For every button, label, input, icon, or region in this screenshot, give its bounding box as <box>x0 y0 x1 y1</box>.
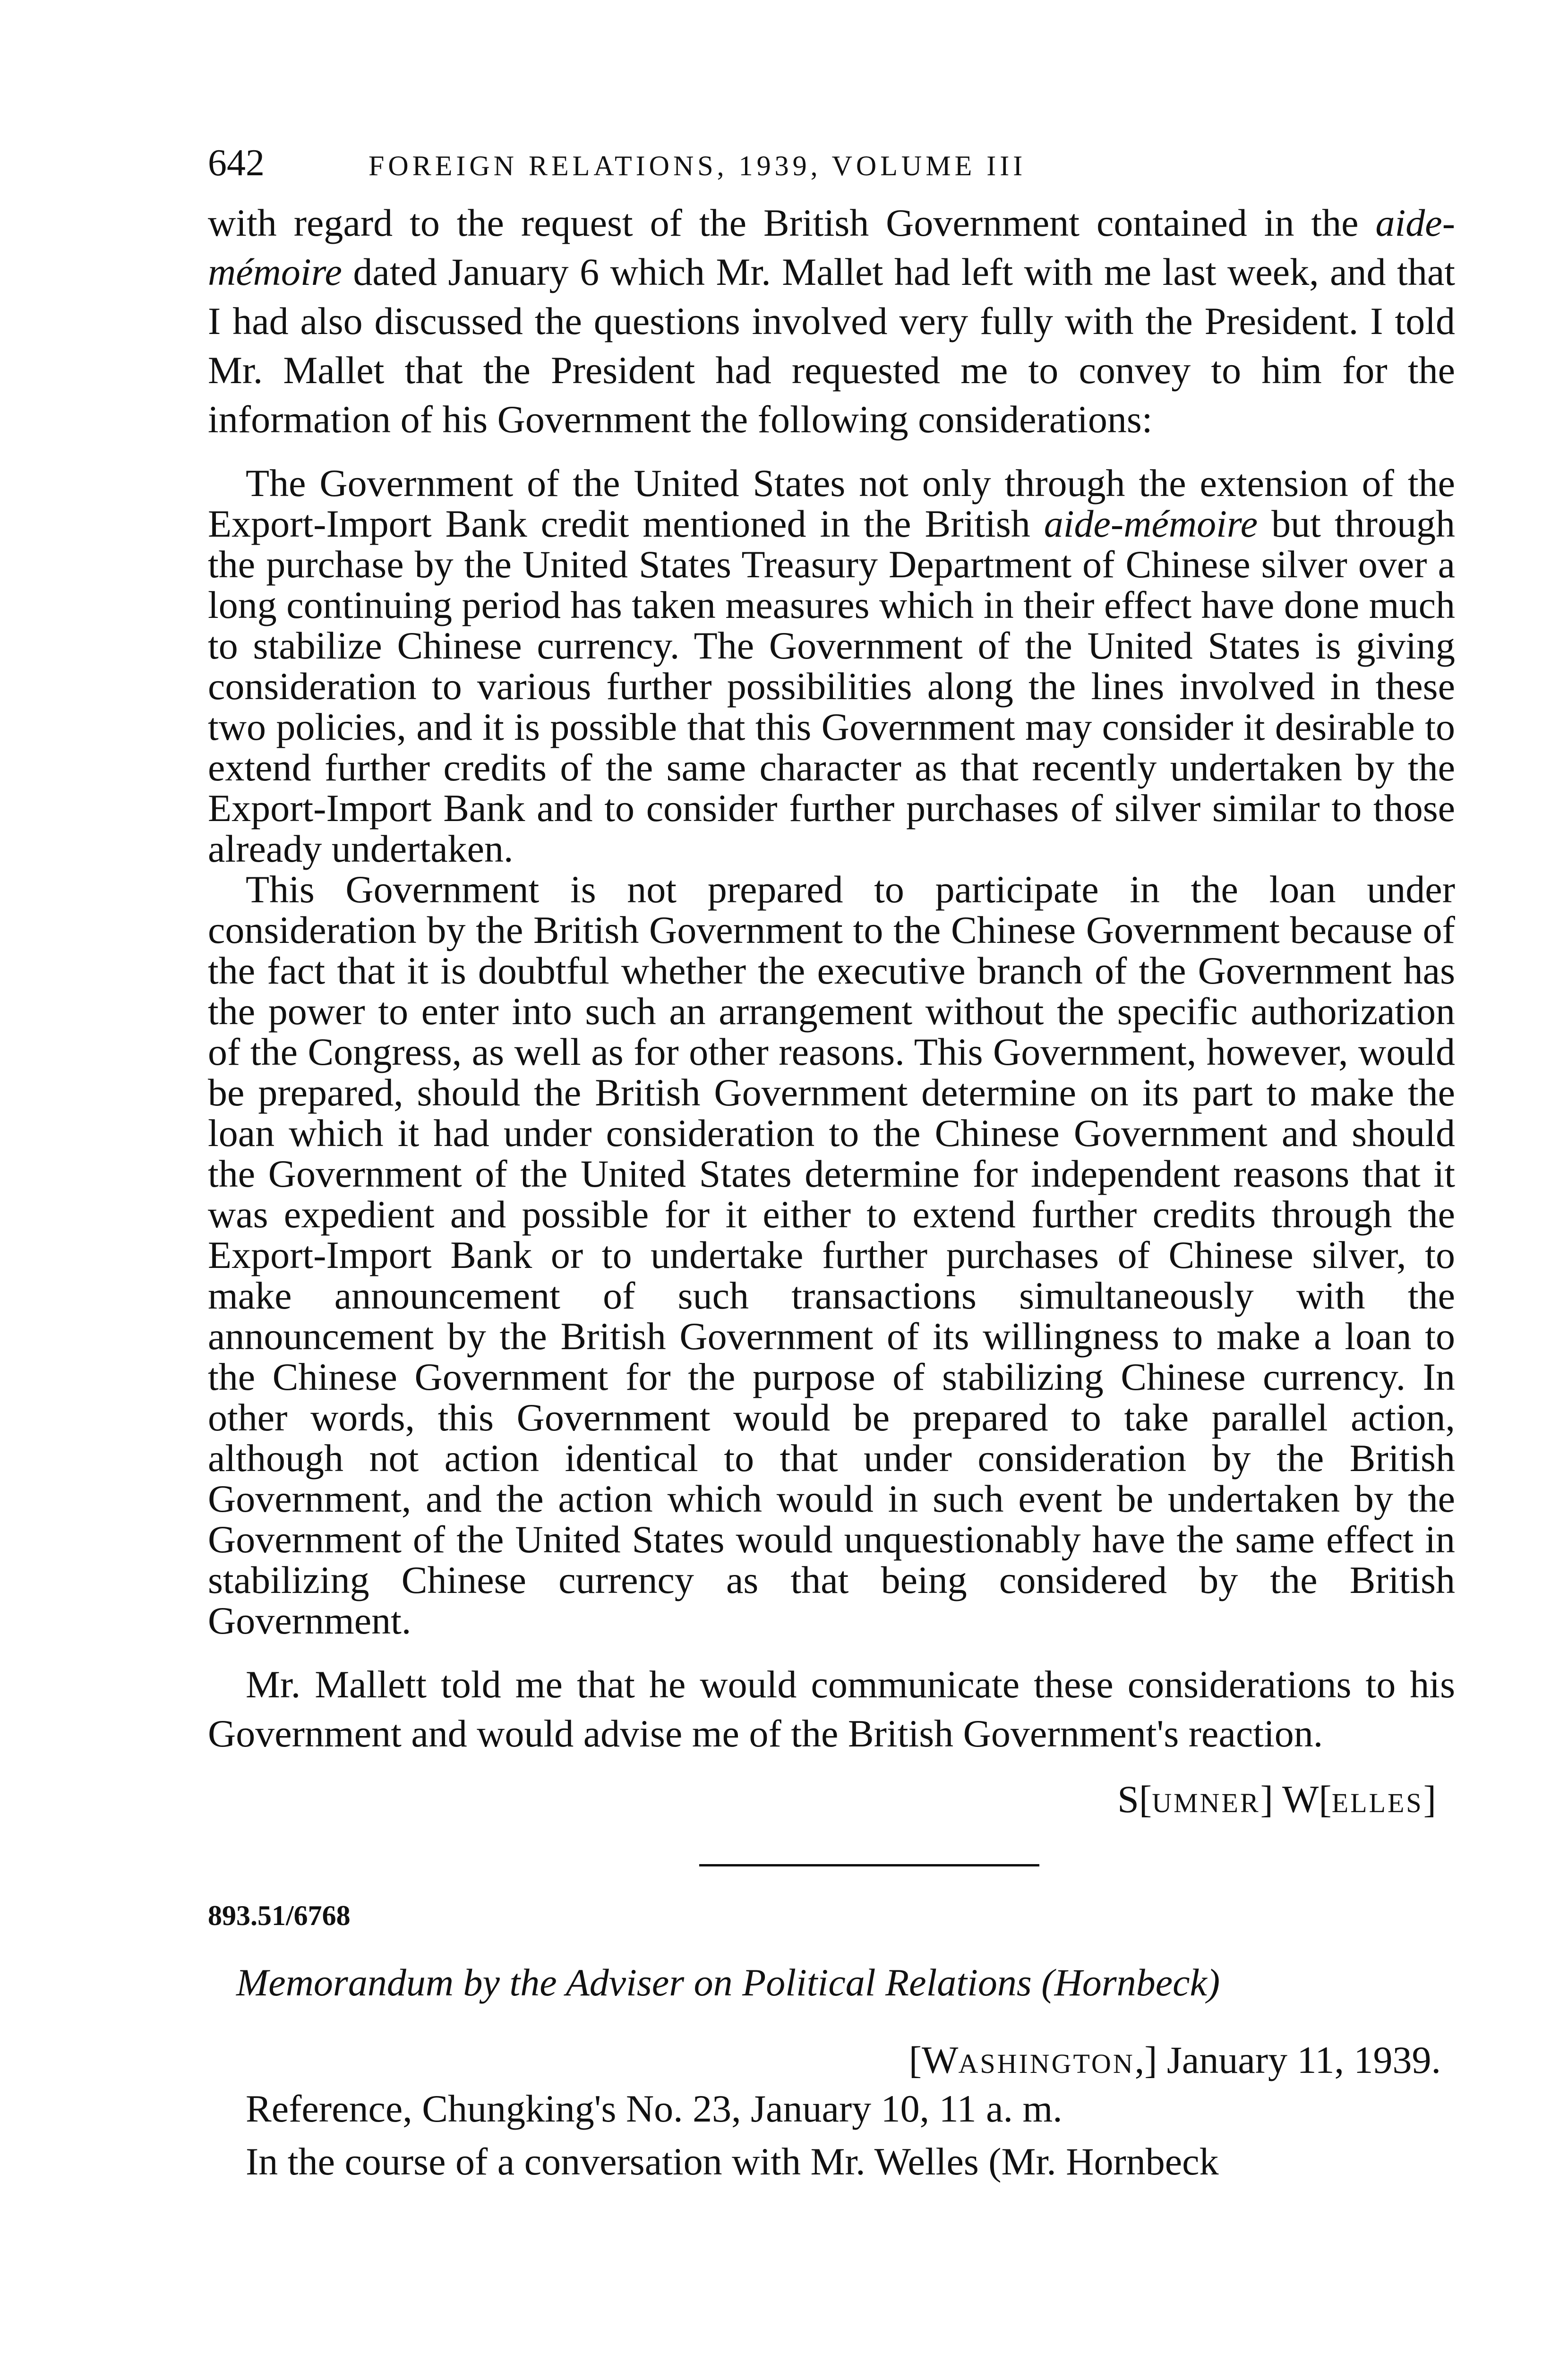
page-number: 642 <box>208 142 265 184</box>
signature-end: ] <box>1423 1778 1436 1821</box>
last-line: In the course of a conversation with Mr. Welles (Mr. Hornbeck <box>246 2140 1219 2183</box>
signature-w-rest: ELLES <box>1331 1788 1423 1818</box>
quote-p1-text-b: but through the purchase by the United States Treasury Department of Chinese silver over a long continuing period has taken measures which in their effect have done much to stabilize Chinese currency. The Government of the United States is giving consideration to various further possibilities along the lines involved in these two policies, and it is possible that this Government may consider it desirable to extend further credits of the same character as that recently undertaken by the Export-Import Bank and to consider further purchases of silver similar to those already undertaken. <box>208 502 1455 870</box>
intro-paragraph <box>208 198 1455 444</box>
running-head: FOREIGN RELATIONS, 1939, VOLUME III <box>368 150 1027 181</box>
memo-title: Memorandum by the Adviser on Political Relations (Hornbeck) <box>236 1961 1220 2004</box>
document-page <box>208 142 1455 2188</box>
signature <box>208 1777 1455 1822</box>
file-number: 893.51/6768 <box>208 1900 351 1931</box>
dateline-place: ASHINGTON <box>958 2048 1135 2079</box>
dateline <box>208 2038 1455 2082</box>
intro-text-a: with regard to the request of the British Government contained in the <box>208 201 1376 244</box>
quote-paragraph-1 <box>208 463 1455 869</box>
quoted-considerations <box>208 463 1455 1641</box>
intro-text-b: dated January 6 which Mr. Mallet had left with me last week, and that I had also discussed the questions involved very fully with the President. I told Mr. Mallet that the President had requested me to convey to him for the information of his Government the following considerations: <box>208 250 1455 441</box>
signature-mid: ] W[ <box>1260 1778 1332 1821</box>
page-header <box>208 142 1455 198</box>
quote-p1-italic: aide-mémoire <box>1044 502 1258 545</box>
section-divider <box>699 1864 1039 1866</box>
quote-paragraph-2: This Government is not prepared to participate in the loan under consideration by the British Government to the Chinese Government because of the fact that it is doubtful whether the executive branch of the Government has the power to enter into such an arrangement without the specific authorization of the Congress, as well as for other reasons. This Government, however, would be prepared, should the British Government determine on its part to make the loan which it had under consideration to the Chinese Government and should the Government of the United States determine for independent reasons that it was expedient and possible for it either to extend further credits through the Export-Import Bank or to undertake further purchases of Chinese silver, to make announcement of such transactions simultaneously with the announcement by the British Government of its willingness to make a loan to the Chinese Government for the purpose of stabilizing Chinese currency. In other words, this Government would be prepared to take parallel action, although not action identical to that under consideration by the British Government, and the action which would in such event be undertaken by the Government of the United States would unquestionably have the same effect in stabilizing Chinese currency as that being considered by the British Government. <box>208 868 1455 1642</box>
signature-s-rest: UMNER <box>1152 1788 1260 1818</box>
intro-italic: aide-mémoire <box>208 201 1455 293</box>
reference-line: Reference, Chungking's No. 23, January 10, 11 a. m. <box>246 2087 1062 2130</box>
closing-paragraph: Mr. Mallett told me that he would communicate these considerations to his Government and would advise me of the British Government's reaction. <box>208 1663 1455 1755</box>
dateline-open: [W <box>908 2038 959 2081</box>
signature-s: S[ <box>1117 1778 1152 1821</box>
dateline-close: ,] January 11, 1939. <box>1134 2038 1441 2081</box>
quote-p1-text-a: The Government of the United States not only through the extension of the Export-Import Bank credit mentioned in the British <box>208 462 1455 545</box>
